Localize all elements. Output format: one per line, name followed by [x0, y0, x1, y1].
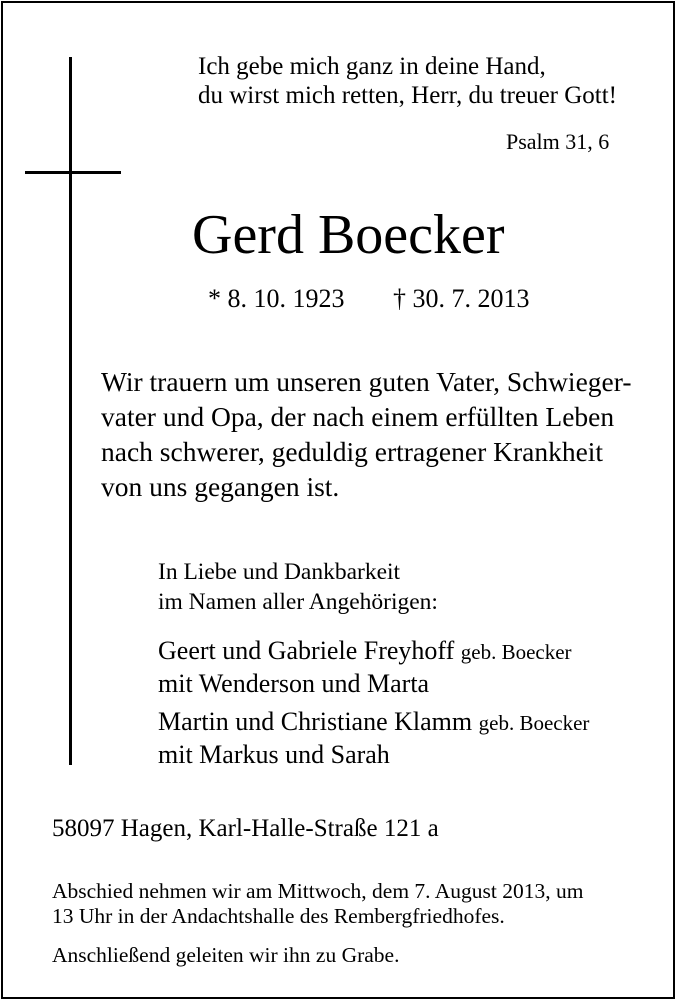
mourning-text-line: vater und Opa, der nach einem erfüllten Leben	[101, 401, 615, 432]
family-names-line	[158, 635, 572, 668]
death-date: † 30. 7. 2013	[393, 284, 530, 313]
cross-icon-vertical-bar	[69, 57, 72, 765]
family-entry	[158, 706, 589, 771]
family-names-line	[158, 706, 589, 739]
birth-date: * 8. 10. 1923	[208, 284, 345, 313]
family-children: mit Wenderson und Marta	[158, 669, 430, 698]
funeral-info-line-1: Abschied nehmen wir am Mittwoch, dem 7. August 2013, um	[52, 879, 584, 903]
funeral-info-line-2: 13 Uhr in der Andachtshalle des Rembergfriedhofes.	[52, 904, 505, 928]
signature-line-1: In Liebe und Dankbarkeit	[158, 559, 401, 585]
family-names: Martin und Christiane Klamm	[158, 707, 473, 736]
psalm-quote-line-2: du wirst mich retten, Herr, du treuer Gott!	[198, 82, 618, 109]
family-names: Geert und Gabriele Freyhoff	[158, 636, 455, 665]
family-children: mit Markus und Sarah	[158, 740, 390, 769]
signature-line-2: im Namen aller Angehörigen:	[158, 589, 438, 615]
mourning-text-line: von uns gegangen ist.	[101, 471, 340, 502]
deceased-name: Gerd Boecker	[192, 204, 505, 266]
mourning-text-line: nach schwerer, geduldig ertragener Krankheit	[101, 436, 604, 467]
address: 58097 Hagen, Karl-Halle-Straße 121 a	[52, 815, 439, 842]
cross-icon-horizontal-bar	[25, 171, 121, 174]
maiden-name: geb. Boecker	[478, 711, 590, 735]
mourning-text-line: Wir trauern um unseren guten Vater, Schwieger-	[101, 366, 632, 397]
psalm-reference: Psalm 31, 6	[506, 129, 610, 154]
psalm-quote-line-1: Ich gebe mich ganz in deine Hand,	[198, 53, 546, 80]
mourning-text	[101, 364, 643, 504]
maiden-name: geb. Boecker	[460, 640, 572, 664]
funeral-info-line-3: Anschließend geleiten wir ihn zu Grabe.	[52, 943, 400, 967]
family-entry	[158, 635, 572, 700]
